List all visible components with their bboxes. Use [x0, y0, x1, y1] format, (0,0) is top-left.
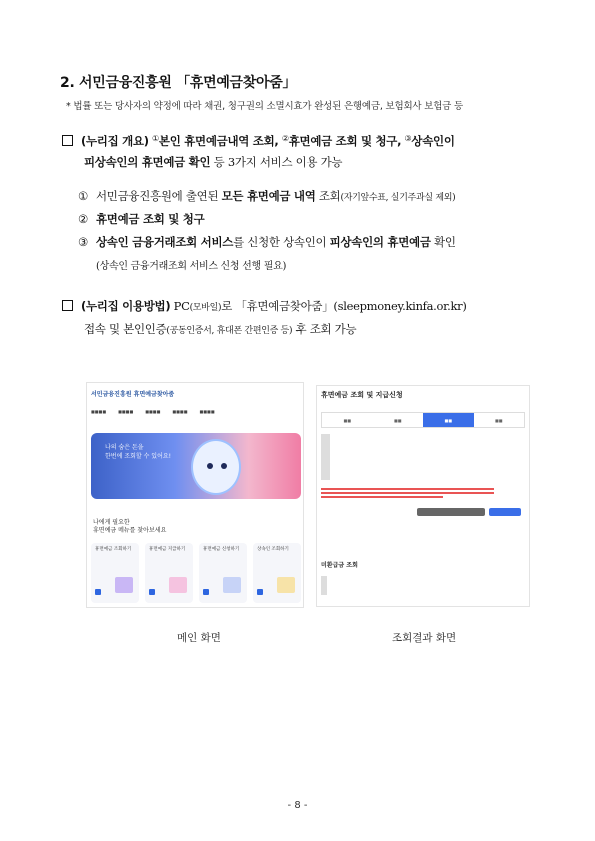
checkbox-square-icon [62, 135, 73, 146]
arrow-icon [95, 589, 101, 595]
menu-card[interactable]: 휴면예금 신청하기 [199, 543, 247, 603]
checkbox-square-icon [62, 300, 73, 311]
num-2: ② [281, 134, 289, 143]
usage-block: (누리집 이용방법) PC(모바일)로 「휴면예금찾아줌」(sleepmoney.kinfa.or.kr) 접속 및 본인인증(공동인증서, 휴대폰 간편인증 등) 후 조회 가능 [62, 296, 542, 342]
list-item: ② 휴면예금 조회 및 청구 [78, 212, 205, 226]
list-item: ③ 상속인 금융거래조회 서비스를 신청한 상속인이 피상속인의 휴면예금 확인 [78, 235, 456, 249]
site-url: 로 「휴면예금찾아줌」(sleepmoney.kinfa.or.kr) [221, 299, 467, 313]
section-note: * 법률 또는 당사자의 약정에 따라 채권, 청구권의 소멸시효가 완성된 은행예금, 보험회사 보험금 등 [66, 101, 463, 112]
primary-button[interactable] [489, 508, 521, 516]
list-item: ① 서민금융진흥원에 출연된 모든 휴면예금 내역 조회(자기앞수표, 실기주과실 제외) [78, 189, 456, 203]
result-title: 휴면예금 조회 및 지급신청 [321, 391, 403, 399]
menu-card[interactable]: 상속인 조회하기 [253, 543, 301, 603]
arrow-icon [203, 589, 209, 595]
step-bar: ■■ ■■ ■■ ■■ [321, 412, 525, 428]
arrow-icon [257, 589, 263, 595]
menu-card[interactable]: 휴면예금 지급하기 [145, 543, 193, 603]
list-item-note: (상속인 금융거래조회 서비스 신청 선행 필요) [96, 261, 287, 272]
site-logo: 서민금융진흥원 휴면예금찾아줌 [91, 391, 175, 398]
top-nav: ■■■■ ■■■■ ■■■■ ■■■■ ■■■■ [91, 409, 215, 414]
illustration-icon [169, 577, 187, 593]
mascot-icon [191, 439, 241, 495]
illustration-icon [115, 577, 133, 593]
warning-text [321, 488, 525, 498]
service-1: 본인 휴면예금내역 조회, [158, 134, 279, 148]
main-screen-screenshot [86, 382, 304, 608]
right-caption: 조회결과 화면 [392, 632, 457, 644]
overview-tail: 등 3가지 서비스 이용 가능 [213, 155, 343, 169]
section-title: 2. 서민금융진흥원 「휴면예금찾아줌」 [60, 75, 297, 91]
refund-title: 미환급금 조회 [321, 562, 358, 569]
result-screen-screenshot [316, 385, 530, 607]
hero-banner: 나의 숨은 돈을 한번에 조회할 수 있어요! [91, 433, 301, 499]
overview-label: (누리집 개요) [81, 134, 149, 148]
num-1: ① [152, 134, 159, 143]
menu-heading: 나에게 필요한 휴면예금 메뉴를 찾아보세요 [93, 519, 167, 534]
page-number: - 8 - [287, 800, 308, 811]
result-table [321, 434, 330, 480]
secondary-button[interactable] [417, 508, 485, 516]
illustration-icon [223, 577, 241, 593]
menu-cards [91, 543, 301, 603]
left-caption: 메인 화면 [177, 632, 221, 644]
refund-table [321, 576, 327, 595]
illustration-icon [277, 577, 295, 593]
menu-card[interactable]: 휴면예금 조회하기 [91, 543, 139, 603]
arrow-icon [149, 589, 155, 595]
usage-label: (누리집 이용방법) [81, 299, 171, 313]
service-3b: 피상속인의 휴면예금 확인 [84, 155, 211, 169]
overview-block [62, 128, 542, 173]
service-3a: 상속인이 [411, 134, 455, 148]
service-2: 휴면예금 조회 및 청구, [288, 134, 402, 148]
num-3: ③ [404, 134, 412, 143]
